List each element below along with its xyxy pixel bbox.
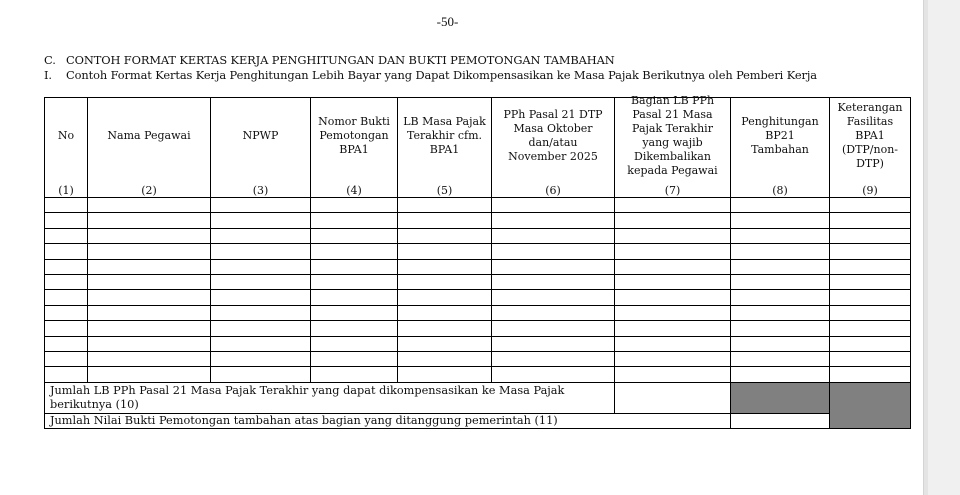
table-cell [88, 213, 211, 228]
table-cell [398, 290, 492, 305]
column-header: Keterangan Fasilitas BPA1 (DTP/non-DTP) [830, 98, 911, 185]
table-cell [88, 228, 211, 243]
scrollbar-edge [924, 0, 928, 495]
table-cell [88, 367, 211, 382]
table-cell [311, 198, 398, 213]
table-cell [45, 259, 88, 274]
column-number-row [45, 184, 911, 198]
table-cell [830, 213, 911, 228]
table-row [45, 274, 911, 289]
table-cell [830, 305, 911, 320]
table-cell [492, 290, 615, 305]
table-cell [211, 321, 311, 336]
table-cell [45, 213, 88, 228]
table-row [45, 198, 911, 213]
table-cell [830, 259, 911, 274]
table-cell [211, 367, 311, 382]
table-cell [492, 244, 615, 259]
table-cell [88, 198, 211, 213]
table-cell [731, 290, 830, 305]
table-cell [88, 259, 211, 274]
table-cell [311, 321, 398, 336]
table-cell [398, 351, 492, 366]
column-number: (2) [88, 184, 211, 198]
table-row [45, 213, 911, 228]
table-cell [211, 305, 311, 320]
table-cell [615, 213, 731, 228]
table-cell [311, 367, 398, 382]
table-cell [731, 305, 830, 320]
table-cell [311, 213, 398, 228]
table-cell [731, 336, 830, 351]
table-cell [731, 367, 830, 382]
table-cell [45, 321, 88, 336]
table-row [45, 305, 911, 320]
subsection-title: Contoh Format Kertas Kerja Penghitungan Lebih Bayar yang Dapat Dikompensasikan ke Masa Pajak Berikutnya oleh Pemberi Kerja [66, 68, 817, 82]
table-cell [211, 228, 311, 243]
table-cell [615, 274, 731, 289]
table-cell [398, 198, 492, 213]
column-header: No [45, 98, 88, 185]
summary-cell [731, 413, 830, 428]
table-header-row [45, 98, 911, 185]
vertical-scrollbar[interactable] [923, 0, 960, 495]
table-cell [398, 336, 492, 351]
column-header: NPWP [211, 98, 311, 185]
table-cell [830, 198, 911, 213]
table-cell [731, 213, 830, 228]
column-number: (9) [830, 184, 911, 198]
table-cell [830, 351, 911, 366]
table-cell [492, 305, 615, 320]
summary-label: Jumlah LB PPh Pasal 21 Masa Pajak Terakhir yang dapat dikompensasikan ke Masa Pajak berikutnya (10) [45, 382, 615, 413]
column-header: Bagian LB PPh Pasal 21 Masa Pajak Terakhir yang wajib Dikembalikan kepada Pegawai [615, 98, 731, 185]
table-cell [88, 321, 211, 336]
blank-rows [45, 198, 911, 383]
table-cell [492, 351, 615, 366]
table-cell [492, 228, 615, 243]
summary-cell [615, 382, 731, 413]
table-cell [615, 305, 731, 320]
table-cell [398, 274, 492, 289]
table-row [45, 321, 911, 336]
table-cell [731, 228, 830, 243]
table-cell [311, 351, 398, 366]
column-number: (1) [45, 184, 88, 198]
table-cell [830, 228, 911, 243]
column-header: LB Masa Pajak Terakhir cfm. BPA1 [398, 98, 492, 185]
table-cell [830, 244, 911, 259]
table-cell [492, 321, 615, 336]
table-cell [211, 198, 311, 213]
column-header: PPh Pasal 21 DTP Masa Oktober dan/atau November 2025 [492, 98, 615, 185]
table-cell [45, 274, 88, 289]
table-cell [88, 244, 211, 259]
table-cell [615, 228, 731, 243]
table-cell [615, 290, 731, 305]
table-cell [492, 213, 615, 228]
table-cell [211, 351, 311, 366]
section-heading [44, 53, 615, 67]
column-number: (6) [492, 184, 615, 198]
summary-label: Jumlah Nilai Bukti Pemotongan tambahan atas bagian yang ditanggung pemerintah (11) [45, 413, 731, 428]
table-cell [492, 198, 615, 213]
table-cell [492, 274, 615, 289]
table-cell [311, 228, 398, 243]
column-number: (3) [211, 184, 311, 198]
table-cell [88, 290, 211, 305]
table-cell [398, 228, 492, 243]
table-cell [311, 244, 398, 259]
table-cell [492, 336, 615, 351]
table-cell [311, 259, 398, 274]
table-cell [45, 228, 88, 243]
table-cell [311, 336, 398, 351]
table-cell [731, 259, 830, 274]
table-cell [615, 367, 731, 382]
table-cell [211, 244, 311, 259]
table-cell [45, 336, 88, 351]
table-cell [830, 321, 911, 336]
subsection-mark: I. [44, 68, 52, 82]
shaded-cell [731, 382, 830, 413]
table-cell [211, 274, 311, 289]
column-header: Nama Pegawai [88, 98, 211, 185]
table-cell [398, 244, 492, 259]
table-cell [398, 259, 492, 274]
table-row [45, 228, 911, 243]
summary-row-11 [45, 413, 911, 428]
table-cell [398, 321, 492, 336]
table-cell [830, 274, 911, 289]
column-header: Nomor Bukti Pemotongan BPA1 [311, 98, 398, 185]
table-cell [45, 244, 88, 259]
table-row [45, 336, 911, 351]
table-cell [311, 290, 398, 305]
summary-row-10 [45, 382, 911, 413]
column-number: (7) [615, 184, 731, 198]
table-cell [830, 290, 911, 305]
table-row [45, 290, 911, 305]
column-number: (5) [398, 184, 492, 198]
table-cell [398, 305, 492, 320]
table-cell [615, 336, 731, 351]
page-number: -50- [436, 14, 459, 29]
table-cell [45, 367, 88, 382]
table-cell [45, 305, 88, 320]
table-cell [88, 351, 211, 366]
table-cell [311, 274, 398, 289]
table-cell [492, 259, 615, 274]
table-cell [88, 336, 211, 351]
shaded-cell [830, 382, 911, 428]
table-cell [731, 198, 830, 213]
table-cell [615, 244, 731, 259]
table-row [45, 367, 911, 382]
table-cell [731, 321, 830, 336]
table-cell [731, 244, 830, 259]
table-cell [615, 351, 731, 366]
table-cell [615, 321, 731, 336]
worksheet-table [44, 94, 911, 429]
table-cell [731, 351, 830, 366]
section-title: CONTOH FORMAT KERTAS KERJA PENGHITUNGAN DAN BUKTI PEMOTONGAN TAMBAHAN [66, 53, 615, 67]
column-header: Penghitungan BP21 Tambahan [731, 98, 830, 185]
table-cell [311, 305, 398, 320]
column-number: (8) [731, 184, 830, 198]
table-cell [45, 198, 88, 213]
table-row [45, 259, 911, 274]
table-cell [211, 259, 311, 274]
table-cell [88, 305, 211, 320]
table-cell [492, 367, 615, 382]
table-cell [398, 213, 492, 228]
table-cell [45, 351, 88, 366]
table-cell [615, 259, 731, 274]
table-cell [830, 367, 911, 382]
table-cell [211, 336, 311, 351]
section-mark: C. [44, 53, 56, 67]
table-cell [830, 336, 911, 351]
table-cell [211, 213, 311, 228]
table-cell [88, 274, 211, 289]
table-cell [615, 198, 731, 213]
subsection-heading [44, 68, 817, 82]
table-cell [731, 274, 830, 289]
table-row [45, 351, 911, 366]
table-cell [45, 290, 88, 305]
table-cell [398, 367, 492, 382]
table-cell [211, 290, 311, 305]
column-number: (4) [311, 184, 398, 198]
table-row [45, 244, 911, 259]
